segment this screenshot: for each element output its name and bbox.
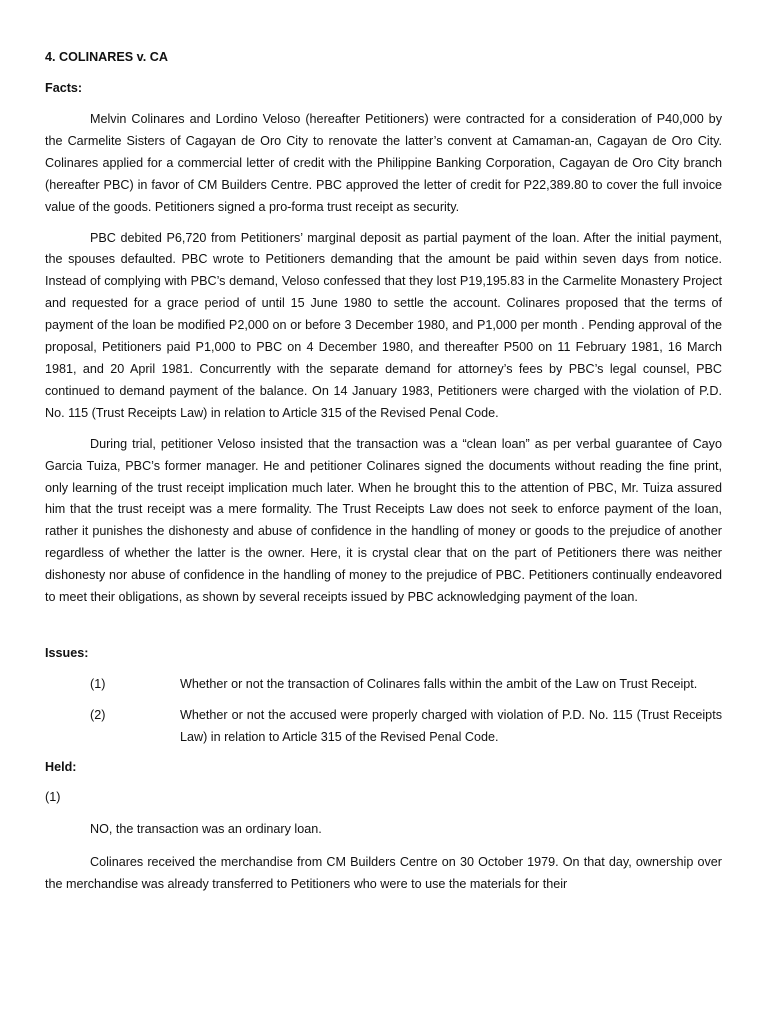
case-title: 4. COLINARES v. CA [45,50,168,64]
issue-item-1 [90,674,722,696]
facts-paragraph-3: During trial, petitioner Veloso insisted that the transaction was a “clean loan” as per verbal guarantee of Cayo Garcia Tuiza, PBC’s former manager. He and petitioner Colinares signed the documents without reading the fine print, only learning of the trust receipt implication much later. When he brought this to the attention of PBC, Mr. Tuiza assured him that the trust receipt was a mere formality. The Trust Receipts Law does not seek to enforce payment of the loan, rather it punishes the dishonesty and abuse of confidence in the handling of money or goods to the prejudice of another regardless of whether the latter is the owner. Here, it is crystal clear that on the part of Petitioners there was neither dishonesty nor abuse of confidence in the handling of money to the prejudice of PBC. Petitioners continually endeavored to meet their obligations, as shown by several receipts issued by PBC acknowledging payment of the loan. [45,436,722,605]
facts-paragraph-2: PBC debited P6,720 from Petitioners’ marginal deposit as partial payment of the loan. After the initial payment, the spouses defaulted. PBC wrote to Petitioners demanding that the amount be paid within seven days from notice. Instead of complying with PBC’s demand, Veloso confessed that they lost P19,195.83 in the Carmelite Monastery Project and requested for a grace period of until 15 June 1980 to settle the account. Colinares proposed that the terms of payment of the loan be modified P2,000 on or before 3 December 1980, and P1,000 per month . Pending approval of the proposal, Petitioners paid P1,000 to PBC on 4 December 1980, and thereafter P500 on 11 February 1981, 16 March 1981, and 20 April 1981. Concurrently with the separate demand for attorney’s fees by PBC’s legal counsel, PBC continued to demand payment of the balance. On 14 January 1983, Petitioners were charged with the violation of P.D. No. 115 (Trust Receipts Law) in relation to Article 315 of the Revised Penal Code. [45,230,722,420]
facts-heading: Facts: [45,81,83,95]
facts-paragraph-1: Melvin Colinares and Lordino Veloso (hereafter Petitioners) were contracted for a consideration of P40,000 by the Carmelite Sisters of Cagayan de Oro City to renovate the latter’s convent at Camaman-an, Cagayan de Oro City. Colinares applied for a commercial letter of credit with the Philippine Banking Corporation, Cagayan de Oro City branch (hereafter PBC) in favor of CM Builders Centre. PBC approved the letter of credit for P22,389.80 to cover the full invoice value of the goods. Petitioners signed a pro-forma trust receipt as security. [45,112,722,214]
held-heading: Held: [45,759,77,774]
issue-number: (2) [90,707,106,722]
issue-number: (1) [90,676,106,691]
held-number: (1) [45,789,61,804]
issues-heading: Issues: [45,645,89,660]
issue-text: Whether or not the accused were properly charged with violation of P.D. No. 115 (Trust Receipts Law) in relation to Article 315 of the Revised Penal Code. [180,707,722,744]
section-spacer [45,618,722,644]
document-body [45,48,722,904]
issues-list [45,674,722,749]
held-answer: NO, the transaction was an ordinary loan. [90,821,322,836]
issue-text: Whether or not the transaction of Colinares falls within the ambit of the Law on Trust Receipt. [180,676,698,691]
issue-item-2 [90,705,722,749]
held-paragraph: Colinares received the merchandise from CM Builders Centre on 30 October 1979. On that day, ownership over the merchandise was already transferred to Petitioners who were to use the materials for their [45,854,722,891]
